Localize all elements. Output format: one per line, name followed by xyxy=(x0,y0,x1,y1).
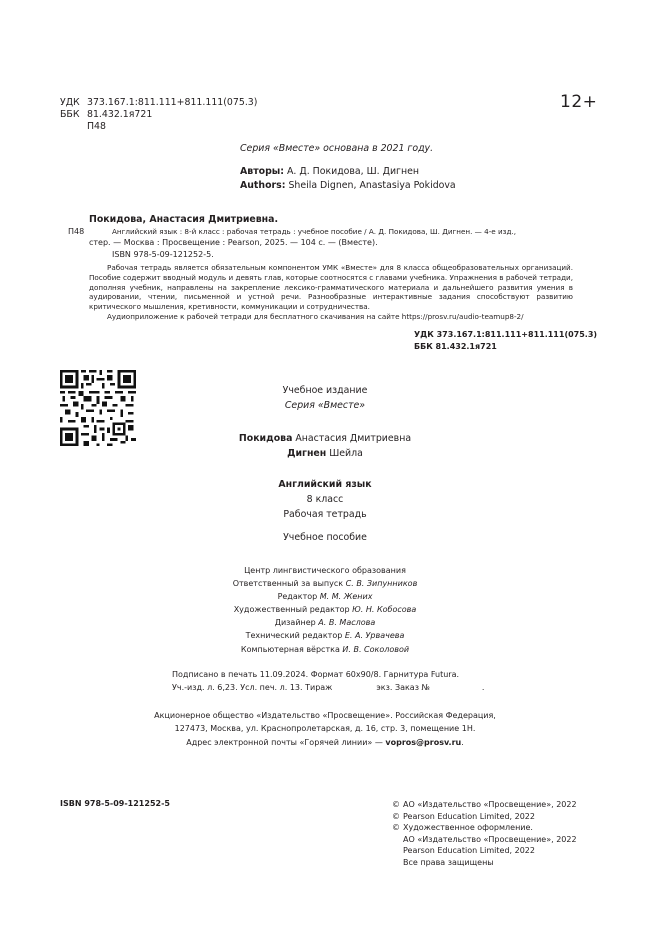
footer-isbn: ISBN 978-5-09-121252-5 xyxy=(60,799,170,808)
qr-code-image xyxy=(60,370,136,446)
copyright-icon: © xyxy=(392,800,400,809)
authors-ru-label: Авторы: xyxy=(240,166,285,177)
copyright-icon: © xyxy=(392,823,400,832)
rights-reserved: Все права защищены xyxy=(403,857,494,867)
credit-line: Ответственный за выпуск С. В. Зипунников xyxy=(232,579,418,589)
catalog-line-1: Английский язык : 8-й класс : рабочая тетрадь : учебное пособие / А. Д. Покидова, Ш. Дигнен. — 4-е изд., xyxy=(112,227,517,236)
authors-en-label: Authors: xyxy=(240,180,286,191)
copyright-line: © АО «Издательство «Просвещение», 2022 xyxy=(392,800,577,809)
author-1-first-names: Анастасия Дмитриевна xyxy=(292,433,412,444)
copyright-block xyxy=(392,799,577,868)
annotation-paragraph-2: Аудиоприложение к рабочей тетради для бесплатного скачивания на сайте https://prosv.ru/audio-teamup8-2/ xyxy=(107,311,524,321)
credit-line: Компьютерная вёрстка И. В. Соколовой xyxy=(240,644,410,654)
copyright-line: Pearson Education Limited, 2022 xyxy=(403,846,535,855)
author-mark-line xyxy=(60,121,257,133)
edition-purpose: Учебное пособие xyxy=(283,532,367,543)
copyright-line: © Pearson Education Limited, 2022 xyxy=(392,811,535,821)
authors-ru xyxy=(240,166,419,178)
copyright-line: © Художественное оформление. xyxy=(392,823,533,832)
publisher-line-1: Акционерное общество «Издательство «Просвещение». Российская Федерация, xyxy=(154,711,496,720)
annotation-paragraph-1: Рабочая тетрадь является обязательным компонентом УМК «Вместе» для 8 класса общеобразовательных организаций. Пособие содержит вводный модуль и девять глав, которые соотносятся с главами учебника. Упражнения в рабочей тетради, дополняя учебник, направлены на закрепление лексико-грамматического материала и дальнейшего развития умения в аудировании, чтении, письменной и устной речи. Разнообразные интерактивные задания способствуют развитию критического мышления, кретивности, коммуникации и сотрудничества. xyxy=(89,263,573,312)
edition-book-type: Рабочая тетрадь xyxy=(283,509,367,520)
catalog-udk-bold: УДК 373.167.1:811.111+811.111(075.3) xyxy=(414,330,598,339)
publisher-line-2: 127473, Москва, ул. Краснопролетарская, д. 16, стр. 3, помещение 1Н. xyxy=(174,724,476,733)
credit-line: Редактор М. М. Жених xyxy=(277,592,373,602)
authors-en xyxy=(240,180,456,192)
bbk-value: 81.432.1я721 xyxy=(87,109,153,121)
authors-ru-value: А. Д. Покидова, Ш. Дигнен xyxy=(284,166,419,177)
edition-grade: 8 класс xyxy=(306,494,344,505)
credit-line: Технический редактор Е. А. Урвачева xyxy=(245,631,405,641)
author-1-last-name: Покидова xyxy=(238,433,293,444)
catalog-line-2: стер. — Москва : Просвещение : Pearson, 2025. — 104 с. — (Вместе). xyxy=(89,238,378,247)
author-2-last-name: Дигнен xyxy=(287,448,327,459)
bbk-line xyxy=(60,109,257,121)
catalog-heading: Покидова, Анастасия Дмитриевна. xyxy=(89,214,279,225)
udk-line xyxy=(60,97,257,109)
edition-subject: Английский язык xyxy=(278,479,372,490)
series-note: Серия «Вместе» основана в 2021 году. xyxy=(240,143,434,154)
author-2-first-name: Шейла xyxy=(326,448,363,459)
hotline-email[interactable]: vopros@prosv.ru xyxy=(385,738,462,747)
edition-type: Учебное издание xyxy=(282,385,368,396)
print-info-line-1: Подписано в печать 11.09.2024. Формат 60x90/8. Гарнитура Futura. xyxy=(172,670,460,679)
age-rating: 12+ xyxy=(560,92,598,112)
credit-line: Художественный редактор Ю. Н. Кобосова xyxy=(233,605,417,615)
publisher-hotline: Адрес электронной почты «Горячей линии» — vopros@prosv.ru. xyxy=(186,738,464,747)
copyright-icon: © xyxy=(392,811,400,821)
credit-line: Центр лингвистического образования xyxy=(244,566,406,575)
catalog-annotation xyxy=(89,263,573,322)
credit-line: Дизайнер А. В. Маслова xyxy=(274,618,376,628)
udk-value: 373.167.1:811.111+811.111(075.3) xyxy=(87,97,258,108)
edition-series: Серия «Вместе» xyxy=(284,400,366,411)
udk-label: УДК xyxy=(60,97,80,108)
authors-en-value: Sheila Dignen, Anastasiya Pokidova xyxy=(285,180,456,191)
catalog-isbn: ISBN 978-5-09-121252-5. xyxy=(112,250,214,259)
credits-list xyxy=(180,564,470,656)
edition-author-1 xyxy=(200,433,450,445)
catalog-mark: П48 xyxy=(68,227,85,236)
classification-block xyxy=(60,97,257,134)
bbk-label: ББК xyxy=(60,109,80,121)
edition-author-2 xyxy=(200,448,450,460)
catalog-bbk-bold: ББК 81.432.1я721 xyxy=(414,342,497,351)
print-info-line-2: Уч.-изд. л. 6,23. Усл. печ. л. 13. Тираж экз. Заказ № . xyxy=(172,683,485,692)
author-mark: П48 xyxy=(87,121,106,133)
copyright-line: АО «Издательство «Просвещение», 2022 xyxy=(403,834,577,844)
